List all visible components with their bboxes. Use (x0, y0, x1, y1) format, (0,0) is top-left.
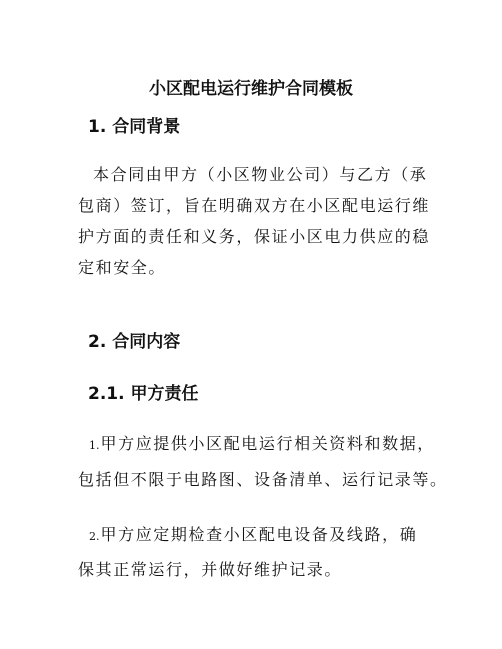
list-item (78, 518, 417, 586)
list-item-line (78, 518, 417, 553)
section-heading-contents: 2. 合同内容 (88, 332, 181, 352)
list-item-line: 包括但不限于电路图、设备清单、运行记录等。 (78, 470, 448, 489)
list-item-line: 保其正常运行，并做好维护记录。 (78, 560, 343, 579)
paragraph-line: 定和安全。 (78, 258, 167, 277)
list-item-text: 甲方应提供小区配电运行相关资料和数据， (100, 434, 435, 453)
list-item-text: 甲方应定期检查小区配电设备及线路，确 (100, 525, 418, 544)
background-paragraph (78, 159, 430, 283)
list-item-number: 1. (89, 439, 100, 452)
list-item-line (78, 427, 448, 463)
section-heading-background: 1. 合同背景 (88, 117, 181, 137)
subsection-heading-party-a: 2.1. 甲方责任 (88, 384, 199, 404)
paragraph-line: 本合同由甲方（小区物业公司）与乙方（承 (93, 165, 428, 184)
paragraph-line: 包商）签订，旨在明确双方在小区配电运行维 (78, 196, 431, 215)
list-item-number: 2. (89, 530, 100, 543)
paragraph-line: 护方面的责任和义务，保证小区电力供应的稳 (78, 227, 431, 246)
list-item (78, 427, 448, 497)
document-title: 小区配电运行维护合同模板 (149, 79, 353, 99)
